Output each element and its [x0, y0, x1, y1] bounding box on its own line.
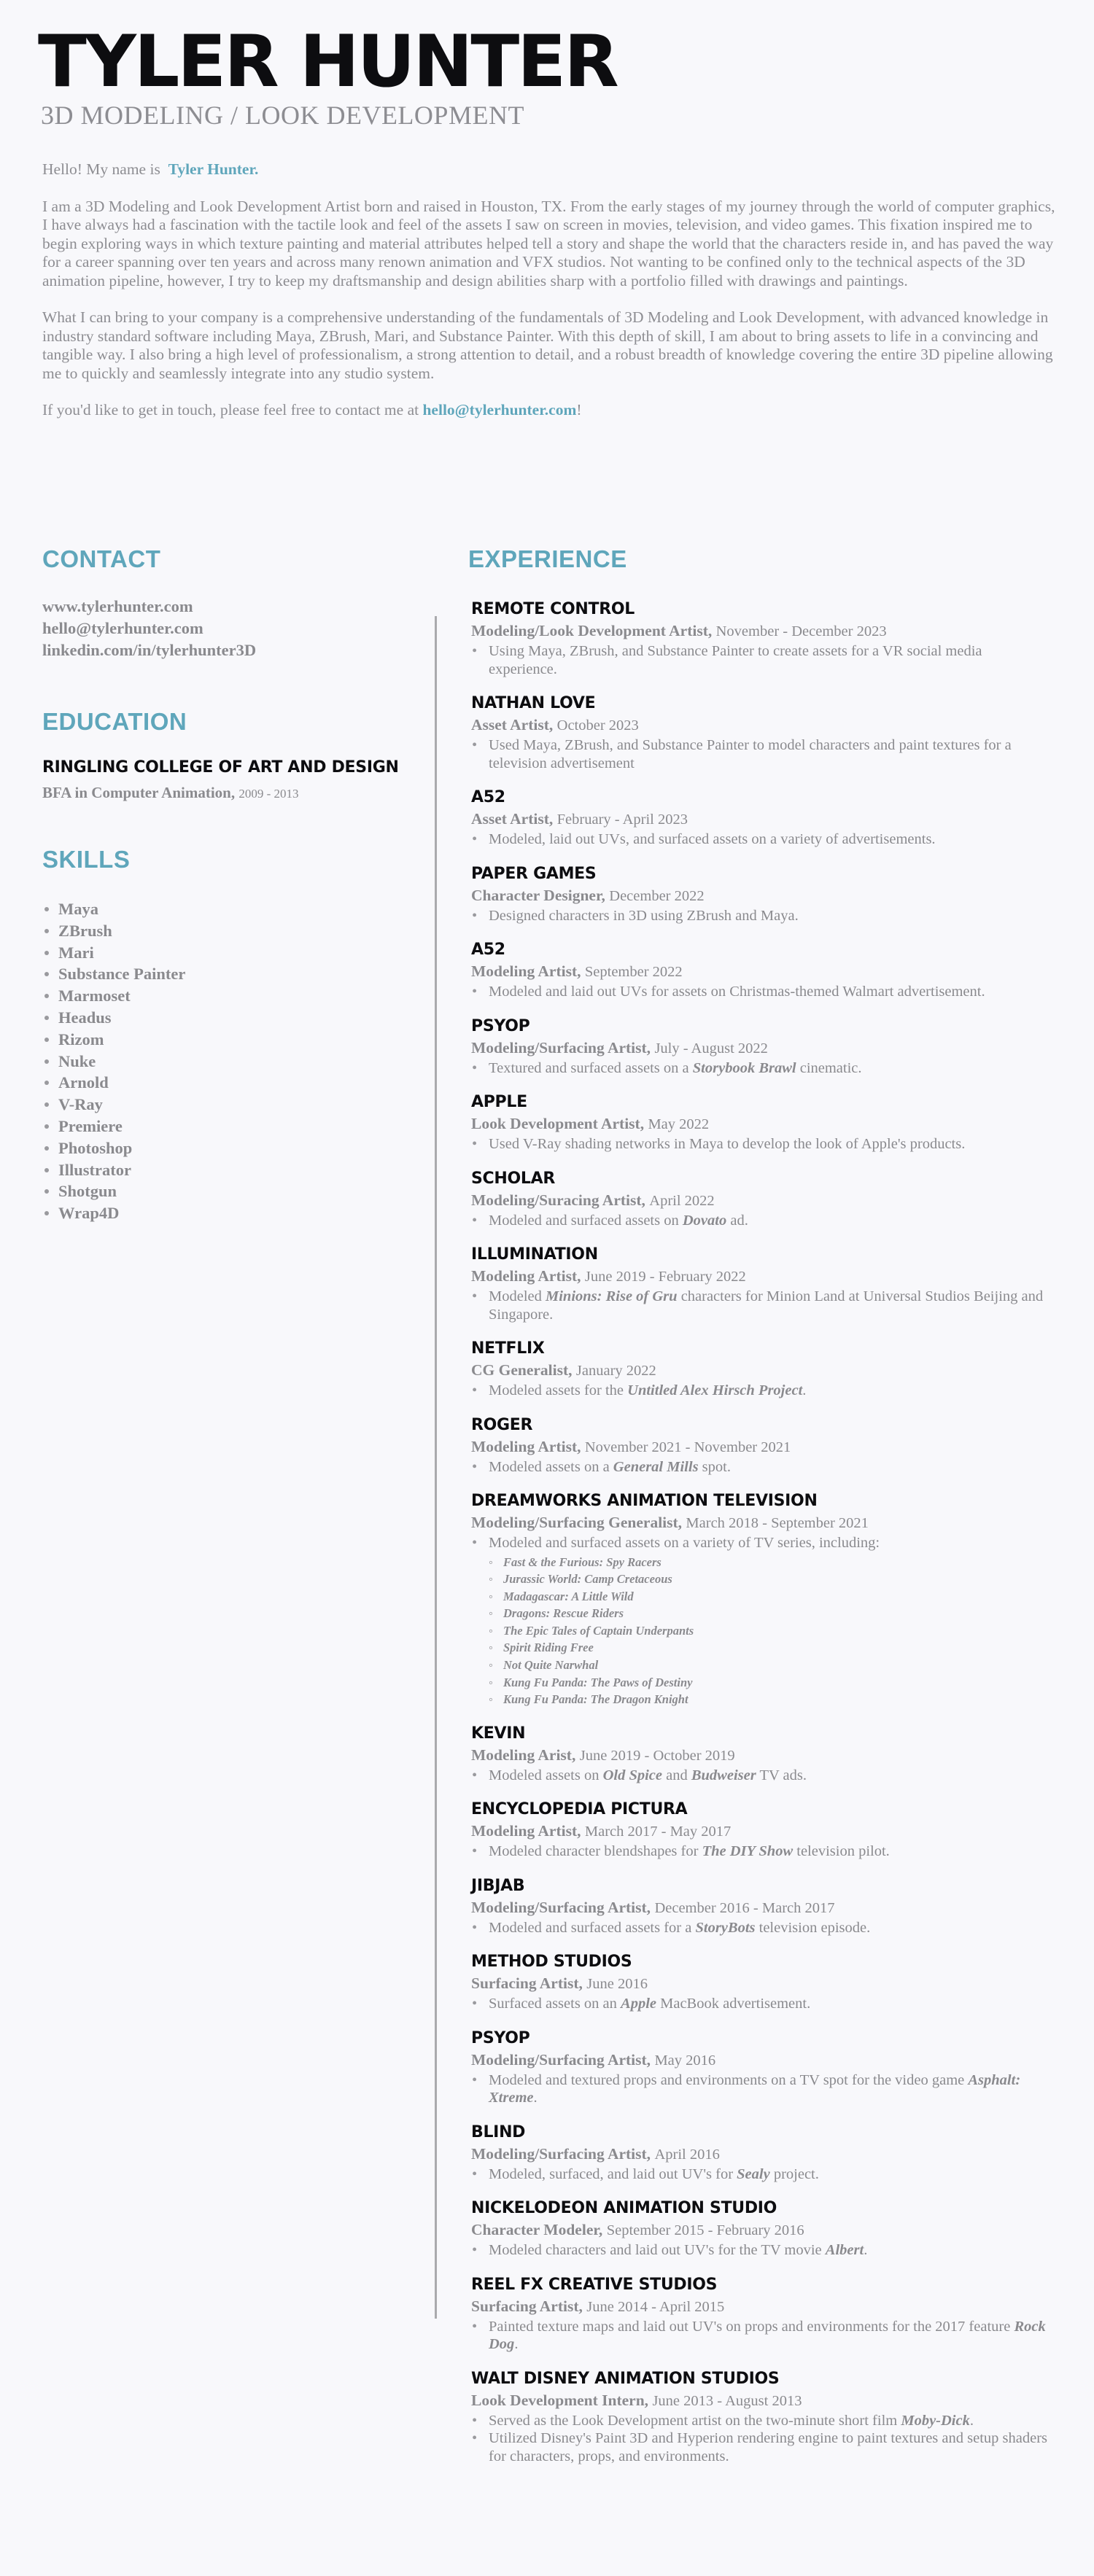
- job-dates: June 2014 - April 2015: [586, 2298, 725, 2315]
- website-link[interactable]: www.tylerhunter.com: [42, 597, 193, 615]
- job-role: [471, 2050, 1047, 2071]
- job-role: [471, 961, 1047, 983]
- intro-greeting: Hello! My name is: [42, 160, 160, 178]
- intro-paragraph-1: I am a 3D Modeling and Look Development Artist born and raised in Houston, TX. From the early stages of my journey through the world of computer graphics, I have always had a fascination with the tactile look and feel of the assets I saw on screen in movies, television, and video games. This fixation inspired me to begin exploring ways in which texture painting and material attributes helped tell a story and shape the world that the characters reside in, and has paved the way for a career spanning over ten years and across many renown animation and VFX studios. Not wanting to be confined only to the technical aspects of the 3D animation pipeline, however, I try to keep my draftsmanship and design abilities sharp with a portfolio filled with drawings and paintings.: [42, 197, 1055, 289]
- job-entry: [471, 692, 1047, 772]
- job-entry: [471, 1337, 1047, 1400]
- show-title: ◦ Kung Fu Panda: The Dragon Knight: [489, 1691, 1047, 1708]
- job-dates: October 2023: [556, 717, 639, 734]
- job-role: [471, 620, 1047, 642]
- job-title: Character Designer,: [471, 886, 605, 904]
- job-dates: June 2019 - October 2019: [579, 1747, 735, 1764]
- job-role: [471, 1190, 1047, 1212]
- project-title: Storybook Brawl: [692, 1059, 796, 1076]
- bullet-text: Textured and surfaced assets on a: [489, 1059, 693, 1076]
- job-company: NATHAN LOVE: [471, 694, 596, 712]
- job-bullet: [471, 2318, 1047, 2354]
- bullet-text: .: [533, 2090, 538, 2106]
- job-company: PSYOP: [471, 1016, 530, 1035]
- job-bullet: [471, 830, 1047, 849]
- bullet-text: Served as the Look Development artist on the two-minute short film: [489, 2412, 901, 2429]
- intro-contact-prefix: If you'd like to get in touch, please feel free to contact me at: [42, 401, 419, 419]
- skill-item: Wrap4D: [42, 1202, 185, 1224]
- job-dates: April 2016: [654, 2146, 720, 2163]
- project-title: StoryBots: [695, 1919, 756, 1936]
- job-company: WALT DISNEY ANIMATION STUDIOS: [471, 2369, 780, 2388]
- job-entry: [471, 2273, 1047, 2354]
- job-company: NICKELODEON ANIMATION STUDIO: [471, 2199, 777, 2218]
- project-title: Sealy: [737, 2166, 770, 2182]
- job-company: ROGER: [471, 1415, 533, 1434]
- resume-name: TYLER HUNTER: [38, 20, 617, 104]
- job-bullets: [471, 2412, 1047, 2466]
- job-bullet: [471, 1382, 1047, 1400]
- job-role: [471, 1973, 1047, 1995]
- show-title: ◦ Jurassic World: Camp Cretaceous: [489, 1571, 1047, 1588]
- bullet-text: Modeled assets on: [489, 1767, 603, 1783]
- project-title: The DIY Show: [702, 1843, 794, 1860]
- bullet-text: characters for Minion Land at Universal Studios Beijing and Singapore.: [489, 1288, 1044, 1323]
- job-role: [471, 2219, 1047, 2241]
- skill-item: Shotgun: [42, 1180, 185, 1202]
- skill-item: Maya: [42, 898, 185, 920]
- job-company: METHOD STUDIOS: [471, 1953, 632, 1972]
- job-title: Modeling/Surfacing Artist,: [471, 2144, 651, 2163]
- bullet-text: Utilized Disney's Paint 3D and Hyperion rendering engine to paint textures and setup shaders for characters, props, and environments.: [489, 2430, 1047, 2464]
- job-bullet: [471, 2412, 1047, 2430]
- job-title: Look Development Artist,: [471, 1115, 645, 1132]
- job-bullets: [471, 2071, 1047, 2107]
- bullet-text: Modeled assets for the: [489, 1382, 628, 1398]
- show-title: ◦ Fast & the Furious: Spy Racers: [489, 1554, 1047, 1571]
- job-entry: [471, 2027, 1047, 2107]
- job-company: ILLUMINATION: [471, 1245, 598, 1264]
- resume-subtitle: 3D MODELING / LOOK DEVELOPMENT: [41, 101, 524, 130]
- job-bullets: [471, 1382, 1047, 1400]
- job-role: [471, 1512, 1047, 1534]
- project-title: Untitled Alex Hirsch Project: [627, 1382, 803, 1398]
- job-dates: March 2018 - September 2021: [686, 1515, 869, 1531]
- contact-list: [42, 596, 256, 661]
- job-bullets: [471, 642, 1047, 678]
- bullet-text: Modeled character blendshapes for: [489, 1843, 702, 1860]
- job-bullet: [471, 1135, 1047, 1153]
- job-dates: April 2022: [649, 1192, 715, 1209]
- skill-item: Nuke: [42, 1051, 185, 1073]
- project-title: Dovato: [682, 1212, 727, 1229]
- bullet-text: Modeled and surfaced assets on a variety of TV series, including:: [489, 1535, 880, 1551]
- job-bullets: [471, 1534, 1047, 1708]
- education-heading: EDUCATION: [42, 708, 187, 735]
- job-bullets: [471, 736, 1047, 772]
- job-title: Modeling Artist,: [471, 1267, 581, 1285]
- job-entry: [471, 2121, 1047, 2184]
- job-bullets: [471, 2318, 1047, 2354]
- bullet-text: Used Maya, ZBrush, and Substance Painter to model characters and paint textures for a television advertisement: [489, 737, 1012, 771]
- job-entry: [471, 1167, 1047, 1230]
- job-bullet: [471, 2429, 1047, 2465]
- job-bullets: [471, 830, 1047, 849]
- job-bullet: [471, 1767, 1047, 1785]
- education-degree: [42, 784, 299, 802]
- column-divider: [435, 616, 437, 2319]
- skill-item: Illustrator: [42, 1159, 185, 1181]
- job-bullets: [471, 1288, 1047, 1323]
- job-title: Modeling Arist,: [471, 1746, 576, 1764]
- bullet-text: television pilot.: [793, 1843, 890, 1860]
- job-entry: [471, 1015, 1047, 1078]
- project-title: Asphalt: Xtreme: [489, 2071, 1021, 2106]
- job-role: [471, 2390, 1047, 2412]
- skill-item: Arnold: [42, 1072, 185, 1094]
- job-role: [471, 1360, 1047, 1382]
- bullet-text: and: [662, 1767, 691, 1783]
- job-bullets: [471, 1919, 1047, 1937]
- job-title: Surfacing Artist,: [471, 1974, 583, 1993]
- job-bullets: [471, 1212, 1047, 1230]
- job-title: Asset Artist,: [471, 810, 554, 828]
- job-role: [471, 1745, 1047, 1767]
- job-bullets: [471, 1767, 1047, 1785]
- bullet-text: Modeled and surfaced assets for a: [489, 1919, 696, 1936]
- skill-item: Rizom: [42, 1029, 185, 1051]
- job-bullets: [471, 983, 1047, 1001]
- job-company: BLIND: [471, 2122, 526, 2141]
- job-company: PSYOP: [471, 2028, 530, 2047]
- project-title: Old Spice: [602, 1767, 662, 1783]
- job-bullets: [471, 1458, 1047, 1476]
- job-bullets: [471, 1059, 1047, 1078]
- job-company: ENCYCLOPEDIA PICTURA: [471, 1800, 688, 1819]
- intro-contact-line: [42, 401, 1056, 420]
- project-title: General Mills: [613, 1458, 699, 1475]
- job-entry: [471, 1091, 1047, 1153]
- project-title: Moby-Dick: [901, 2412, 970, 2429]
- job-entry: [471, 938, 1047, 1001]
- show-title: ◦ The Epic Tales of Captain Underpants: [489, 1622, 1047, 1640]
- skill-item: Marmoset: [42, 985, 185, 1007]
- intro-contact-suffix: !: [576, 401, 582, 419]
- bullet-text: Used V-Ray shading networks in Maya to develop the look of Apple's products.: [489, 1136, 966, 1152]
- job-role: [471, 1113, 1047, 1135]
- job-company: NETFLIX: [471, 1339, 545, 1358]
- bullet-text: ad.: [726, 1212, 748, 1229]
- education-years: 2009 - 2013: [238, 787, 299, 801]
- job-company: KEVIN: [471, 1724, 526, 1743]
- show-title: ◦ Dragons: Rescue Riders: [489, 1605, 1047, 1622]
- bullet-text: Modeled, surfaced, and laid out UV's for: [489, 2166, 737, 2182]
- job-dates: November - December 2023: [715, 623, 887, 639]
- job-role: [471, 885, 1047, 907]
- job-dates: November 2021 - November 2021: [584, 1439, 791, 1455]
- job-title: Modeling/Look Development Artist,: [471, 622, 713, 639]
- job-title: Modeling/Surfacing Artist,: [471, 1898, 651, 1916]
- show-title: ◦ Spirit Riding Free: [489, 1639, 1047, 1657]
- bullet-text: Modeled and laid out UVs for assets on Christmas-themed Walmart advertisement.: [489, 984, 985, 1000]
- job-title: Surfacing Artist,: [471, 2297, 583, 2315]
- job-dates: January 2022: [575, 1363, 656, 1379]
- job-role: [471, 2144, 1047, 2166]
- job-dates: September 2015 - February 2016: [606, 2222, 804, 2239]
- job-entry: [471, 2367, 1047, 2466]
- job-entry: [471, 1722, 1047, 1785]
- job-bullet: [471, 2241, 1047, 2260]
- show-title: ◦ Kung Fu Panda: The Paws of Destiny: [489, 1674, 1047, 1692]
- show-title: ◦ Madagascar: A Little Wild: [489, 1588, 1047, 1606]
- project-title: Rock Dog: [489, 2318, 1046, 2353]
- job-company: A52: [471, 788, 505, 806]
- bullet-text: .: [802, 1382, 807, 1398]
- show-list: [489, 1554, 1047, 1708]
- job-title: Modeling/Surfacing Generalist,: [471, 1514, 683, 1531]
- job-title: Modeling Artist,: [471, 1437, 581, 1455]
- project-title: Apple: [621, 1996, 656, 2012]
- bullet-text: .: [969, 2412, 974, 2429]
- job-entry: [471, 1950, 1047, 2013]
- bullet-text: TV ads.: [756, 1767, 807, 1783]
- intro: [42, 160, 1056, 420]
- bullet-text: Modeled assets on a: [489, 1458, 613, 1475]
- job-dates: March 2017 - May 2017: [584, 1824, 732, 1840]
- job-dates: December 2022: [609, 887, 705, 904]
- job-bullet: [471, 1458, 1047, 1476]
- job-bullet: [471, 2166, 1047, 2184]
- job-bullet: [471, 1995, 1047, 2013]
- bullet-text: Modeled, laid out UVs, and surfaced assets on a variety of advertisements.: [489, 831, 936, 847]
- job-dates: June 2019 - February 2022: [584, 1269, 746, 1285]
- skill-item: Substance Painter: [42, 963, 185, 985]
- job-bullet: [471, 1534, 1047, 1708]
- job-bullets: [471, 1842, 1047, 1861]
- skill-item: ZBrush: [42, 920, 185, 942]
- bullet-text: Modeled characters and laid out UV's for the TV movie: [489, 2242, 826, 2259]
- job-title: CG Generalist,: [471, 1361, 573, 1379]
- job-bullets: [471, 907, 1047, 925]
- skill-item: Premiere: [42, 1116, 185, 1137]
- bullet-text: Using Maya, ZBrush, and Substance Painter to create assets for a VR social media experience.: [489, 643, 982, 677]
- job-bullet: [471, 1919, 1047, 1937]
- job-role: [471, 809, 1047, 830]
- bullet-text: Painted texture maps and laid out UV's on props and environments for the 2017 feature: [489, 2318, 1015, 2335]
- bullet-text: .: [864, 2242, 868, 2259]
- linkedin-link[interactable]: linkedin.com/in/tylerhunter3D: [42, 641, 257, 659]
- project-title: Minions: Rise of Gru: [546, 1288, 678, 1304]
- job-entry: [471, 598, 1047, 678]
- job-company: APPLE: [471, 1093, 527, 1111]
- job-bullet: [471, 1059, 1047, 1078]
- skill-item: Headus: [42, 1007, 185, 1029]
- job-company: PAPER GAMES: [471, 864, 597, 883]
- job-bullet: [471, 907, 1047, 925]
- email-link[interactable]: hello@tylerhunter.com: [42, 619, 203, 637]
- job-company: REMOTE CONTROL: [471, 600, 635, 618]
- job-dates: September 2022: [584, 964, 683, 980]
- job-dates: June 2016: [586, 1976, 648, 1993]
- skill-item: Mari: [42, 942, 185, 964]
- job-entry: [471, 1875, 1047, 1937]
- job-title: Modeling/Suracing Artist,: [471, 1191, 645, 1209]
- bullet-text: MacBook advertisement.: [656, 1996, 811, 2012]
- bullet-text: Modeled and surfaced assets on: [489, 1212, 683, 1229]
- job-bullet: [471, 2071, 1047, 2107]
- job-bullets: [471, 1995, 1047, 2013]
- job-bullets: [471, 2166, 1047, 2184]
- job-title: Character Modeler,: [471, 2221, 603, 2239]
- bullet-text: .: [514, 2336, 519, 2353]
- experience-heading: EXPERIENCE: [468, 545, 627, 572]
- experience-list: [471, 598, 1047, 2479]
- job-company: DREAMWORKS ANIMATION TELEVISION: [471, 1492, 818, 1510]
- job-company: A52: [471, 941, 505, 959]
- job-dates: July - August 2022: [654, 1040, 768, 1057]
- job-bullet: [471, 983, 1047, 1001]
- skill-item: V-Ray: [42, 1094, 185, 1116]
- job-entry: [471, 1798, 1047, 1861]
- bullet-text: television episode.: [755, 1919, 871, 1936]
- job-role: [471, 2296, 1047, 2318]
- job-dates: February - April 2023: [556, 812, 688, 828]
- bullet-text: project.: [769, 2166, 819, 2182]
- job-dates: May 2016: [654, 2052, 716, 2069]
- show-title: ◦ Not Quite Narwhal: [489, 1657, 1047, 1674]
- job-title: Look Development Intern,: [471, 2391, 649, 2409]
- bullet-text: Designed characters in 3D using ZBrush and Maya.: [489, 907, 799, 924]
- job-company: SCHOLAR: [471, 1169, 555, 1188]
- skill-item: Photoshop: [42, 1137, 185, 1159]
- job-dates: June 2013 - August 2013: [652, 2392, 802, 2409]
- intro-email-link[interactable]: hello@tylerhunter.com: [422, 401, 577, 419]
- intro-name: Tyler Hunter.: [168, 160, 259, 178]
- skills-heading: SKILLS: [42, 846, 131, 873]
- job-title: Modeling/Surfacing Artist,: [471, 2050, 651, 2069]
- job-role: [471, 1436, 1047, 1458]
- bullet-text: spot.: [698, 1458, 731, 1475]
- bullet-text: Modeled: [489, 1288, 546, 1304]
- skills-list: [42, 898, 185, 1224]
- job-dates: May 2022: [648, 1116, 710, 1132]
- job-bullet: [471, 736, 1047, 772]
- job-role: [471, 1266, 1047, 1288]
- job-dates: December 2016 - March 2017: [654, 1899, 835, 1916]
- job-title: Asset Artist,: [471, 716, 554, 734]
- job-role: [471, 715, 1047, 736]
- job-bullet: [471, 1212, 1047, 1230]
- job-bullets: [471, 1135, 1047, 1153]
- bullet-text: cinematic.: [796, 1059, 862, 1076]
- job-bullet: [471, 1288, 1047, 1323]
- job-entry: [471, 1414, 1047, 1476]
- job-entry: [471, 1243, 1047, 1323]
- intro-greeting-line: [42, 160, 1056, 179]
- job-bullet: [471, 1842, 1047, 1861]
- project-title: Budweiser: [691, 1767, 756, 1783]
- job-company: REEL FX CREATIVE STUDIOS: [471, 2275, 718, 2294]
- bullet-text: Modeled and textured props and environments on a TV spot for the video game: [489, 2071, 969, 2088]
- contact-heading: CONTACT: [42, 545, 161, 572]
- job-title: Modeling Artist,: [471, 1822, 581, 1840]
- job-entry: [471, 2197, 1047, 2260]
- job-bullets: [471, 2241, 1047, 2260]
- job-bullet: [471, 642, 1047, 678]
- bullet-text: Surfaced assets on an: [489, 1996, 621, 2012]
- job-entry: [471, 1490, 1047, 1708]
- job-role: [471, 1821, 1047, 1842]
- education-degree-title: BFA in Computer Animation,: [42, 784, 236, 801]
- job-title: Modeling/Surfacing Artist,: [471, 1038, 651, 1057]
- job-role: [471, 1897, 1047, 1919]
- job-entry: [471, 786, 1047, 849]
- project-title: Albert: [825, 2242, 864, 2259]
- job-company: JIBJAB: [471, 1876, 525, 1895]
- job-role: [471, 1038, 1047, 1059]
- job-title: Modeling Artist,: [471, 962, 581, 980]
- job-entry: [471, 863, 1047, 925]
- intro-paragraph-2: What I can bring to your company is a comprehensive understanding of the fundamentals of 3D Modeling and Look Development, with advanced knowledge in industry standard software including Maya, ZBrush, Mari, and Substance Painter. With this depth of skill, I am about to bring assets to life in a convincing and tangible way. I also bring a high level of professionalism, a strong attention to detail, and a robust breadth of knowledge covering the entire 3D pipeline allowing me to quickly and seamlessly integrate into any studio system.: [42, 308, 1053, 382]
- education-school: RINGLING COLLEGE OF ART AND DESIGN: [42, 758, 399, 777]
